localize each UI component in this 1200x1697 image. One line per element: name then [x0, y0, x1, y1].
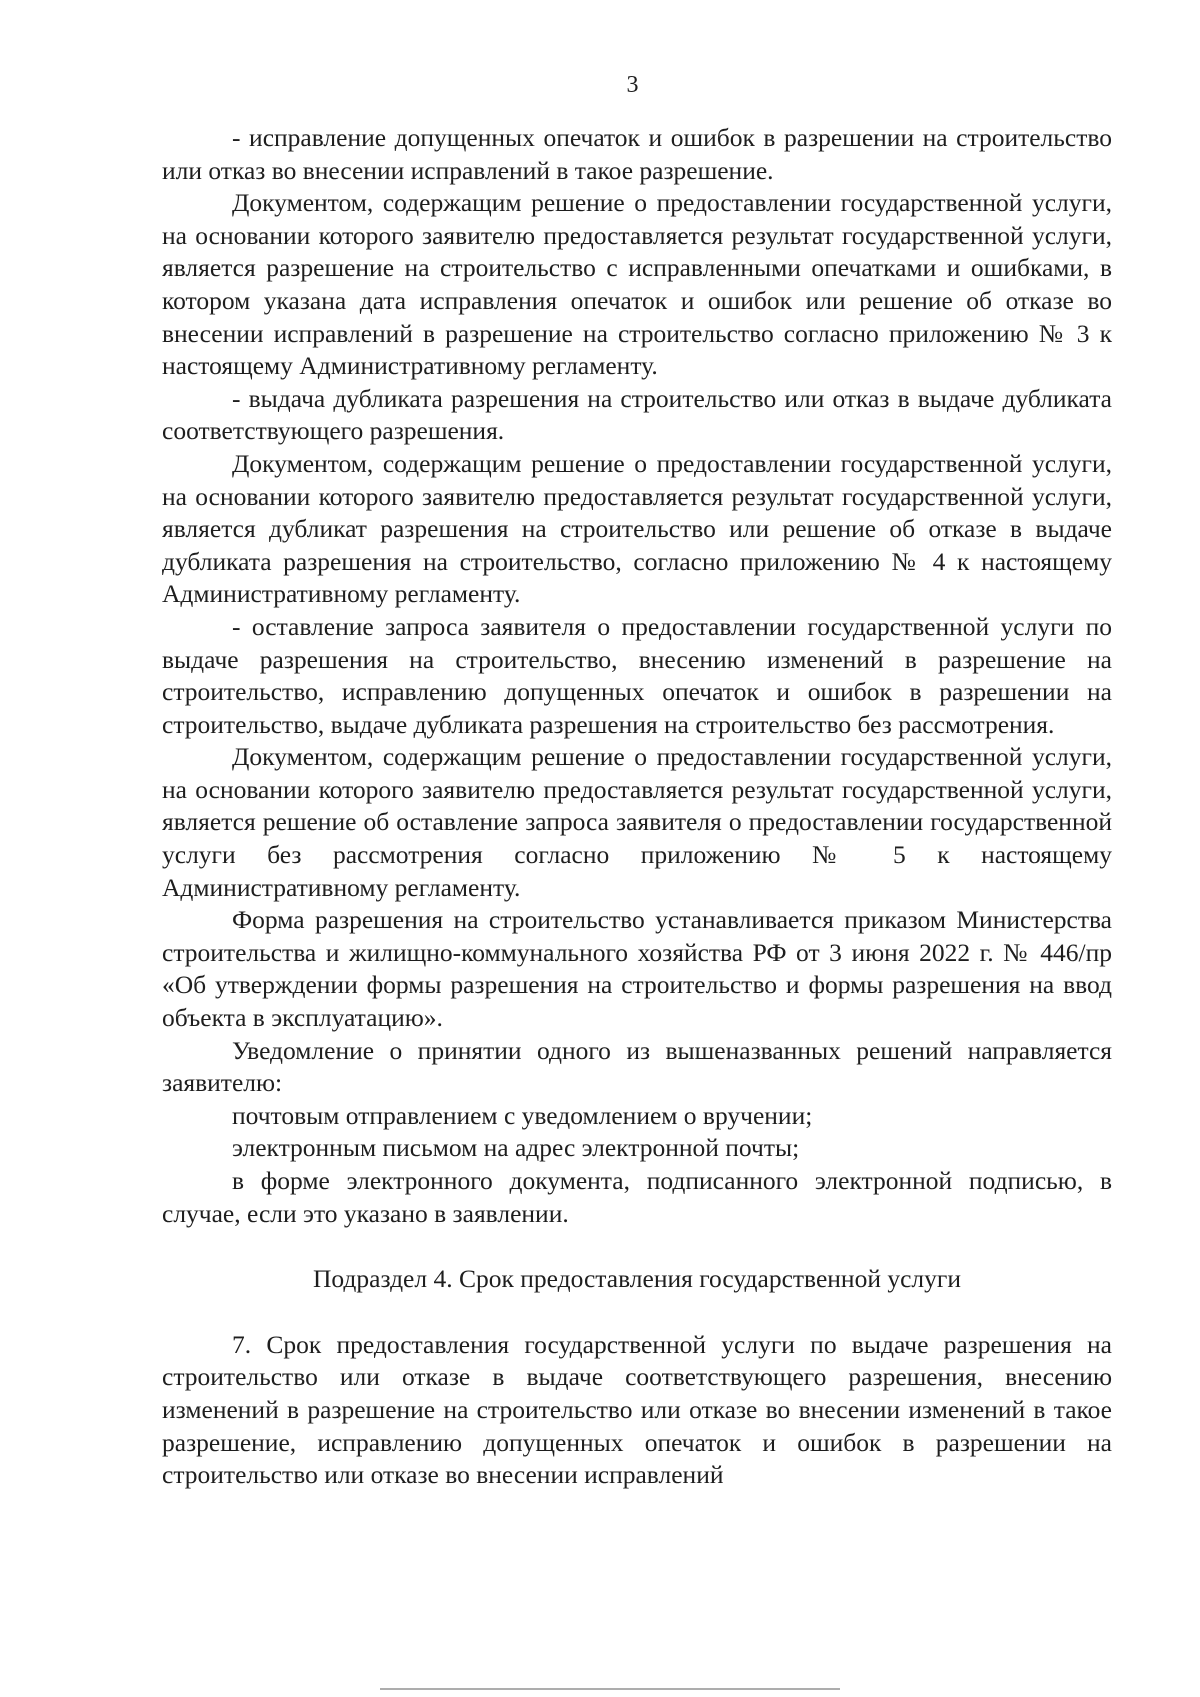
paragraph-permit-form: Форма разрешения на строительство устанавливается приказом Министерства строительства и жилищно-коммунального хозяйства РФ от 3 июня 2022 г. № 446/пр «Об утверждении формы разрешения на строительство и формы разрешения на ввод объекта в эксплуатацию».: [162, 905, 1112, 1033]
document-body: [162, 122, 1112, 1492]
paragraph-duplicate-item: - выдача дубликата разрешения на строительство или отказ в выдаче дубликата соответствующего разрешения.: [162, 383, 1112, 446]
delivery-method-electronic-document: в форме электронного документа, подписанного электронной подписью, в случае, если это указано в заявлении.: [162, 1166, 1112, 1228]
page-number: 3: [626, 72, 639, 98]
paragraph-duplicate-result: Документом, содержащим решение о предоставлении государственной услуги, на основании которого заявителю предоставляется результат государственной услуги, является дубликат разрешения на строительство или решение об отказе в выдаче дубликата разрешения на строительство, согласно приложению № 4 к настоящему Административному регламенту.: [162, 448, 1112, 609]
paragraph-7: 7. Срок предоставления государственной услуги по выдаче разрешения на строительство или отказе в выдаче соответствующего разрешения, внесению изменений в разрешение на строительство или отказе во внесении изменений в такое разрешение, исправлению допущенных опечаток и ошибок в разрешении на строительство или отказе во внесении исправлений: [162, 1329, 1112, 1490]
paragraph-notification: Уведомление о принятии одного из вышеназванных решений направляется заявителю:: [162, 1035, 1112, 1098]
delivery-method-email: электронным письмом на адрес электронной почты;: [232, 1133, 800, 1163]
delivery-method-mail: почтовым отправлением с уведомлением о вручении;: [232, 1100, 813, 1130]
paragraph-no-review-item: - оставление запроса заявителя о предоставлении государственной услуги по выдаче разрешения на строительство, внесению изменений в разрешение на строительство, исправлению допущенных опечаток и ошибок в разрешении на строительство, выдаче дубликата разрешения на строительство без рассмотрения.: [162, 611, 1112, 739]
page-bottom-edge-mark: [380, 1688, 840, 1690]
paragraph-no-review-result: Документом, содержащим решение о предоставлении государственной услуги, на основании которого заявителю предоставляется результат государственной услуги, является решение об оставление запроса заявителя о предоставлении государственной услуги без рассмотрения согласно приложению № 5 к настоящему Административному регламенту.: [162, 742, 1112, 902]
section-heading: Подраздел 4. Срок предоставления государственной услуги: [313, 1264, 961, 1294]
paragraph-correction-item: - исправление допущенных опечаток и ошибок в разрешении на строительство или отказ во внесении исправлений в такое разрешение.: [162, 123, 1112, 185]
paragraph-correction-result: Документом, содержащим решение о предоставлении государственной услуги, на основании которого заявителю предоставляется результат государственной услуги, является разрешение на строительство с исправленными опечатками и ошибками, в котором указана дата исправления опечаток и ошибок или решение об отказе во внесении исправлений в разрешение на строительство согласно приложению № 3 к настоящему Административному регламенту.: [162, 188, 1112, 381]
